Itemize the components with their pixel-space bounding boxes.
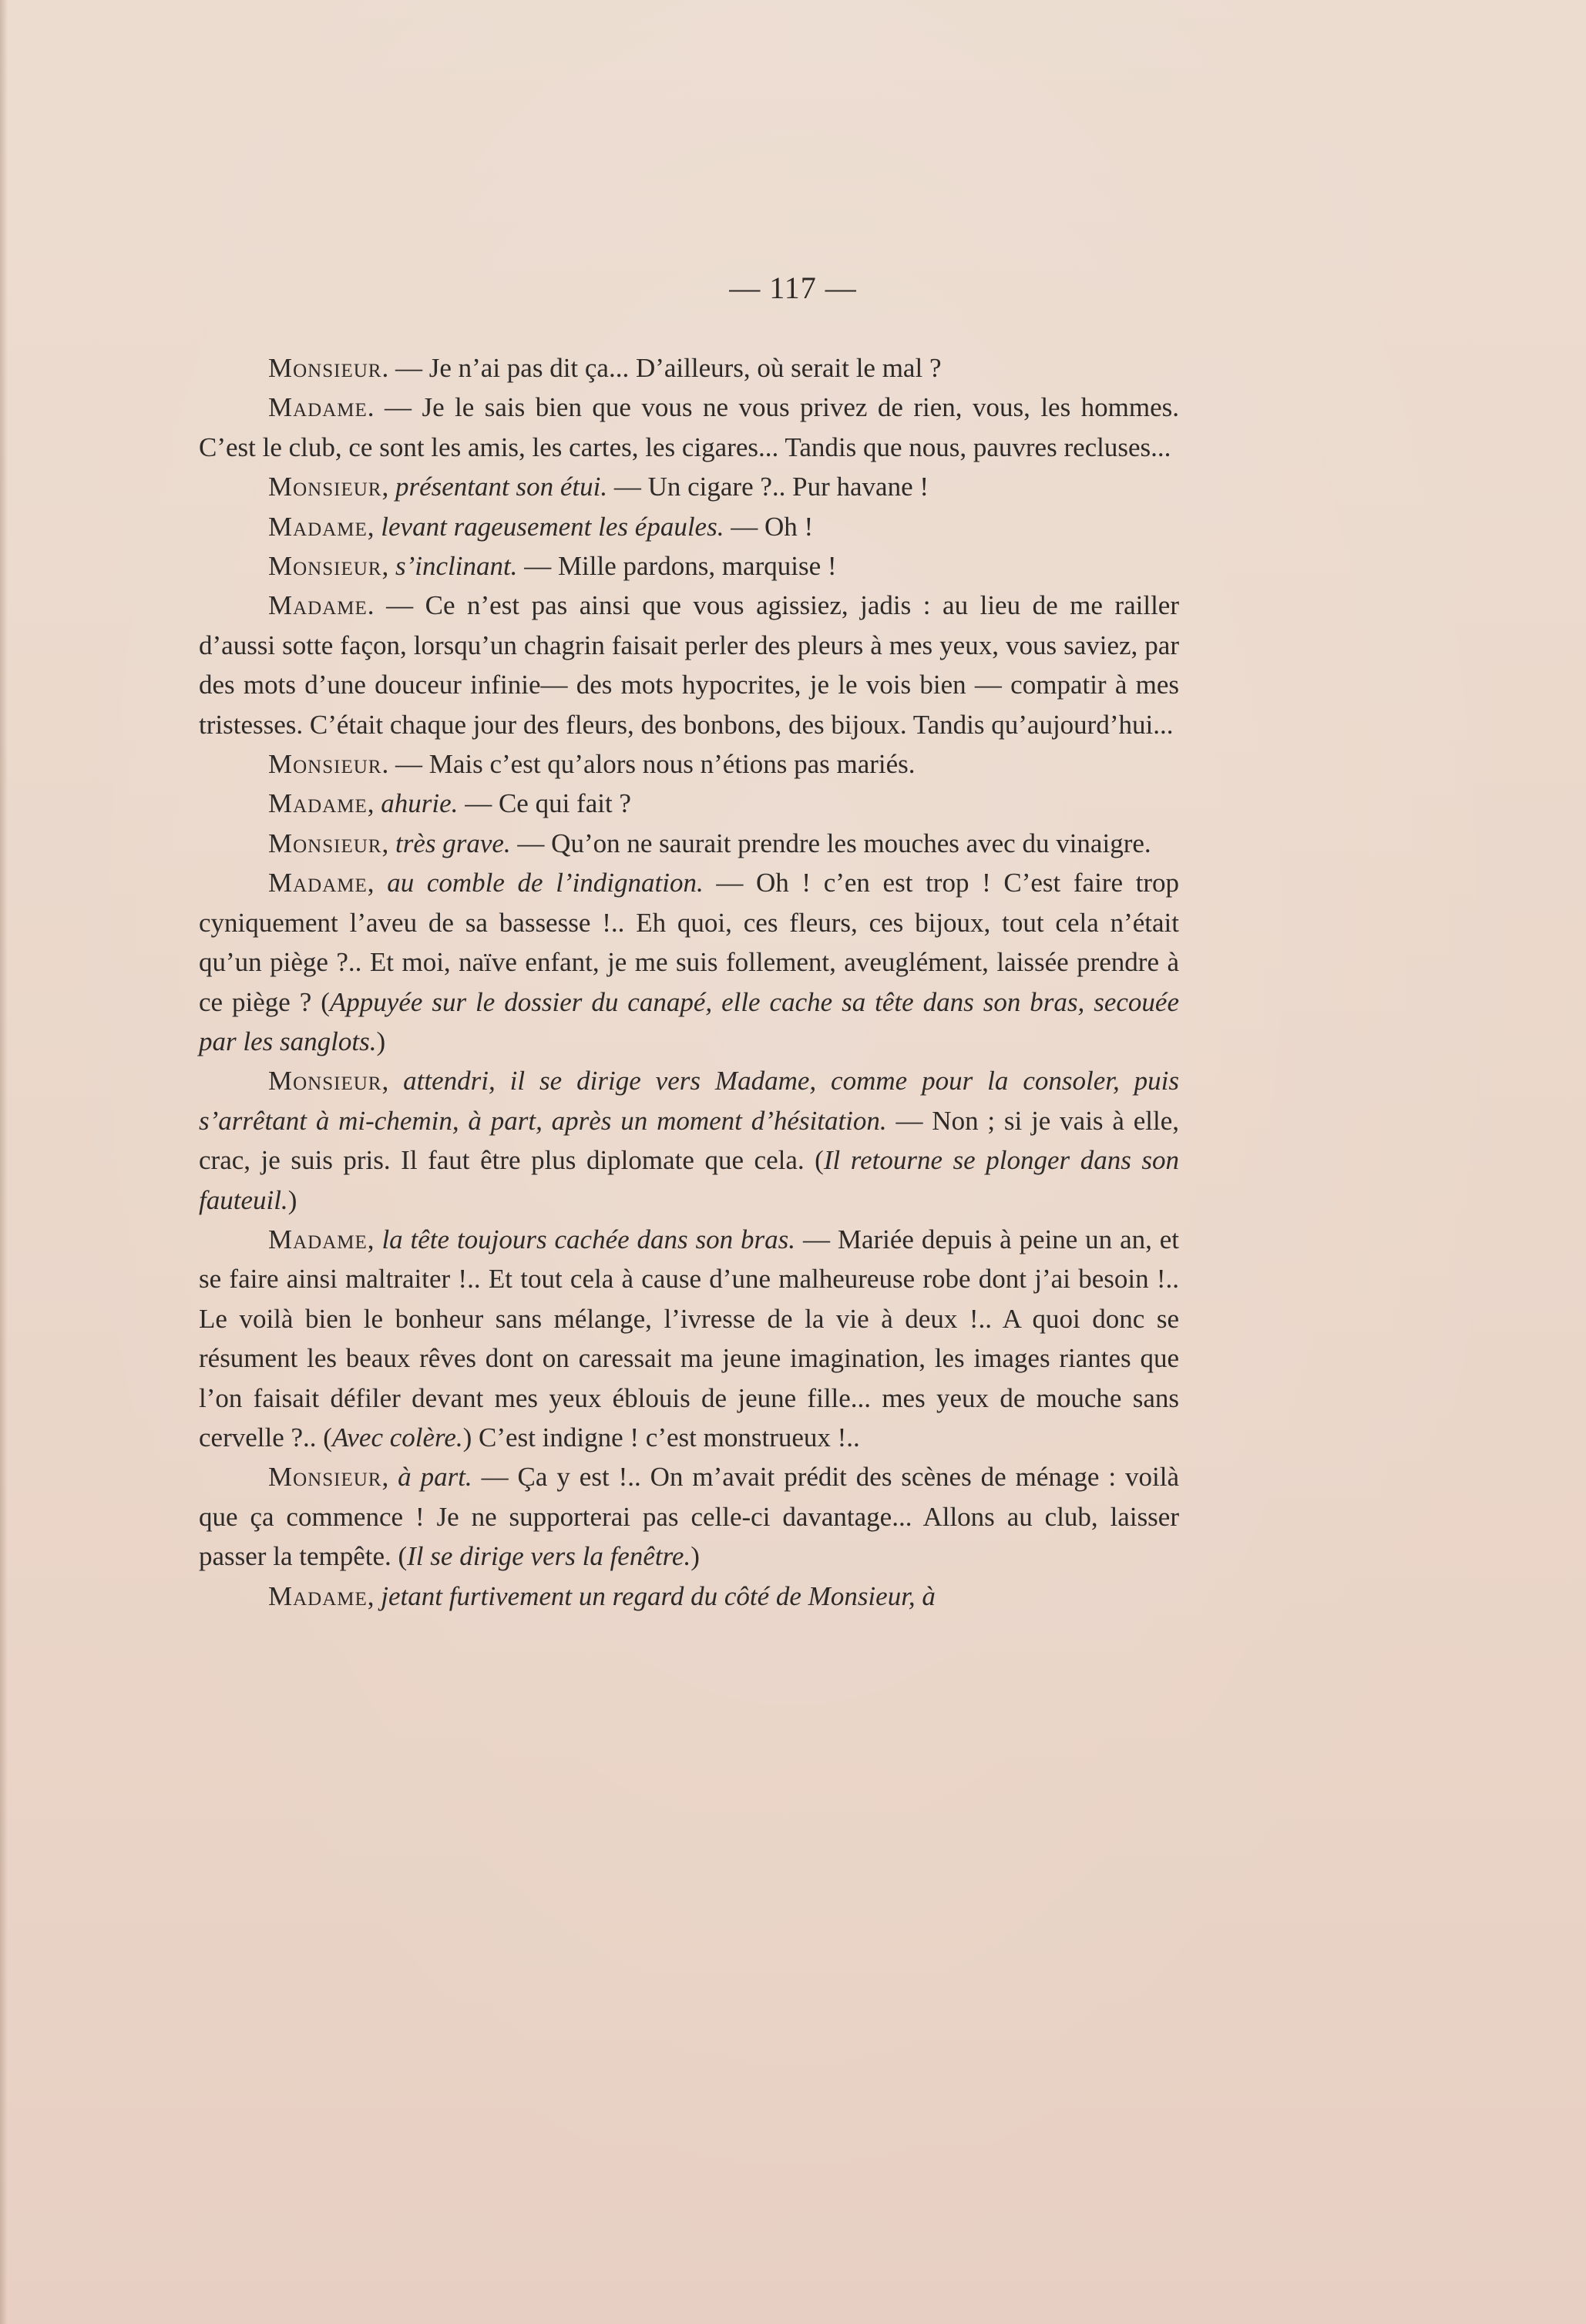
stage-direction: Avec colère. bbox=[331, 1422, 463, 1452]
stage-direction: la tête toujours cachée dans son bras. bbox=[381, 1224, 796, 1254]
speaker-name: Madame bbox=[268, 868, 368, 898]
speech-text: — Mille pardons, marquise ! bbox=[517, 551, 837, 582]
stage-direction: au comble de l’indignation. bbox=[387, 868, 704, 898]
speech-text: — Je n’ai pas dit ça... D’ailleurs, où serait le mal ? bbox=[388, 353, 942, 383]
stage-direction: s’inclinant. bbox=[395, 551, 518, 582]
speaker-name: Madame bbox=[268, 590, 368, 621]
stage-direction: Appuyée sur le dossier du canapé, elle cache sa tête dans son bras, secouée par les sanglots. bbox=[199, 986, 1179, 1056]
stage-direction: présentant son étui. bbox=[395, 472, 608, 502]
speaker-name: Madame bbox=[268, 1224, 368, 1254]
stage-direction: très grave. bbox=[395, 828, 511, 858]
stage-direction: Il retourne se plonger dans son fauteuil. bbox=[199, 1145, 1179, 1215]
speaker-name: Madame bbox=[268, 511, 368, 542]
speech-text: — Je le sais bien que vous ne vous privez de rien, vous, les hommes. C’est le club, ce sont les amis, les cartes, les cigares... Tandis que nous, pauvres recluses... bbox=[199, 392, 1179, 462]
dialogue-paragraph: Monsieur, s’inclinant. — Mille pardons, marquise ! bbox=[268, 551, 837, 582]
speech-text: — Oh ! bbox=[724, 511, 814, 542]
stage-direction: attendri, il se dirige vers Madame, comme pour la consoler, puis s’arrêtant à mi-chemin, à part, après un moment d’hésitation. bbox=[199, 1066, 1180, 1136]
speech-text: — Mais c’est qu’alors nous n’étions pas mariés. bbox=[388, 749, 916, 780]
dialogue-paragraph: Madame, ahurie. — Ce qui fait ? bbox=[268, 788, 631, 819]
dialogue-paragraph: Madame, levant rageusement les épaules. — Oh ! bbox=[268, 511, 814, 542]
dialogue-paragraph: Madame. — Je le sais bien que vous ne vous privez de rien, vous, les hommes. C’est le club, ce sont les amis, les cartes, les cigares... Tandis que nous, pauvres recluses... bbox=[199, 392, 1179, 462]
speech-text: — Ce n’est pas ainsi que vous agissiez, jadis : au lieu de me railler d’aussi sotte façon, lorsqu’un chagrin faisait perler des pleurs à mes yeux, vous saviez, par des mots d’une douceur infinie— des mots hypocrites, je le vois bien — compatir à mes tristesses. C’était chaque jour des fleurs, des bonbons, des bijoux. Tandis qu’aujourd’hui... bbox=[199, 590, 1179, 740]
dialogue-paragraph: Madame. — Ce n’est pas ainsi que vous agissiez, jadis : au lieu de me railler d’aussi sotte façon, lorsqu’un chagrin faisait perler des pleurs à mes yeux, vous saviez, par des mots d’une douceur infinie— des mots hypocrites, je le vois bien — compatir à mes tristesses. C’était chaque jour des fleurs, des bonbons, des bijoux. Tandis qu’aujourd’hui... bbox=[199, 590, 1179, 740]
speech-text: — Oh ! c’en est trop ! C’est faire trop cyniquement l’aveu de sa bassesse !.. Eh quoi, ces fleurs, ces bijoux, tout cela n’était qu’un piège ?.. Et moi, naïve enfant, je me suis follement, aveuglément, laissée prendre à ce piège ? ( bbox=[199, 868, 1180, 1017]
page-edge-shadow bbox=[0, 0, 8, 2324]
dialogue-paragraph: Monsieur. — Je n’ai pas dit ça... D’ailleurs, où serait le mal ? bbox=[268, 353, 942, 383]
speaker-name: Monsieur bbox=[268, 1462, 382, 1493]
stage-direction: ahurie. bbox=[381, 788, 459, 819]
speech-text: — Qu’on ne saurait prendre les mouches avec du vinaigre. bbox=[510, 828, 1151, 858]
speech-text: — Mariée depuis à peine un an, et se faire ainsi maltraiter !.. Et tout cela à cause d’une malheureuse robe dont j’ai besoin !.. Le voilà bien le bonheur sans mélange, l’ivresse de la vie à deux !.. A quoi donc se résument les beaux rêves dont on caressait ma jeune imagination, les images riantes que l’on faisait défiler devant mes yeux éblouis de jeune fille... mes yeux de mouche sans cervelle ?.. ( bbox=[199, 1224, 1180, 1452]
speaker-name: Monsieur bbox=[268, 551, 382, 582]
speaker-name: Monsieur bbox=[268, 472, 382, 502]
speech-text: — Un cigare ?.. Pur havane ! bbox=[607, 472, 929, 502]
stage-direction: levant rageusement les épaules. bbox=[381, 511, 724, 542]
dialogue-paragraph: Monsieur, présentant son étui. — Un cigare ?.. Pur havane ! bbox=[268, 472, 929, 502]
dialogue-paragraph: Madame, au comble de l’indignation. — Oh ! c’en est trop ! C’est faire trop cyniquement l’aveu de sa bassesse !.. Eh quoi, ces fleurs, ces bijoux, tout cela n’était qu’un piège ?.. Et moi, naïve enfant, je me suis follement, aveuglément, laissée prendre à ce piège ? (Appuyée sur le dossier du canapé, elle cache sa tête dans son bras, secouée par les sanglots.) bbox=[199, 868, 1180, 1056]
speech-text: — Ça y est !.. On m’avait prédit des scènes de ménage : voilà que ça commence ! Je ne supporterai pas celle-ci davantage... Allons au club, laisser passer la tempête. ( bbox=[199, 1462, 1179, 1572]
dialogue-paragraph: Monsieur. — Mais c’est qu’alors nous n’étions pas mariés. bbox=[268, 749, 916, 780]
speaker-name: Madame bbox=[268, 1580, 368, 1611]
speaker-name: Madame bbox=[268, 788, 368, 819]
dialogue-paragraph: Monsieur, à part. — Ça y est !.. On m’avait prédit des scènes de ménage : voilà que ça commence ! Je ne supporterai pas celle-ci davantage... Allons au club, laisser passer la tempête. (Il se dirige vers la fenêtre.) bbox=[199, 1462, 1179, 1572]
speech-text: — Ce qui fait ? bbox=[458, 788, 631, 819]
page-number: — 117 — bbox=[729, 270, 857, 305]
speaker-name: Monsieur bbox=[268, 828, 382, 858]
speech-text: — Non ; si je vais à elle, crac, je suis pris. Il faut être plus diplomate que cela. ( bbox=[199, 1105, 1179, 1176]
stage-direction: Il se dirige vers la fenêtre. bbox=[407, 1541, 691, 1572]
dialogue-text bbox=[199, 348, 1179, 1616]
dialogue-paragraph: Monsieur, attendri, il se dirige vers Madame, comme pour la consoler, puis s’arrêtant à mi-chemin, à part, après un moment d’hésitation. — Non ; si je vais à elle, crac, je suis pris. Il faut être plus diplomate que cela. (Il retourne se plonger dans son fauteuil.) bbox=[199, 1066, 1180, 1215]
speaker-name: Monsieur bbox=[268, 353, 382, 383]
dialogue-paragraph: Monsieur, très grave. — Qu’on ne saurait prendre les mouches avec du vinaigre. bbox=[268, 828, 1151, 858]
stage-direction: à part. bbox=[398, 1462, 472, 1493]
dialogue-paragraph: Madame, la tête toujours cachée dans son bras. — Mariée depuis à peine un an, et se faire ainsi maltraiter !.. Et tout cela à cause d’une malheureuse robe dont j’ai besoin !.. Le voilà bien le bonheur sans mélange, l’ivresse de la vie à deux !.. A quoi donc se résument les beaux rêves dont on caressait ma jeune imagination, les images riantes que l’on faisait défiler devant mes yeux éblouis de jeune fille... mes yeux de mouche sans cervelle ?.. (Avec colère.) C’est indigne ! c’est monstrueux !.. bbox=[199, 1224, 1180, 1452]
speaker-name: Monsieur bbox=[268, 1066, 382, 1097]
stage-direction: jetant furtivement un regard du côté de Monsieur, à bbox=[381, 1580, 936, 1611]
speaker-name: Madame bbox=[268, 392, 368, 423]
speaker-name: Monsieur bbox=[268, 749, 382, 780]
dialogue-paragraph: Madame, jetant furtivement un regard du côté de Monsieur, à bbox=[268, 1580, 936, 1611]
